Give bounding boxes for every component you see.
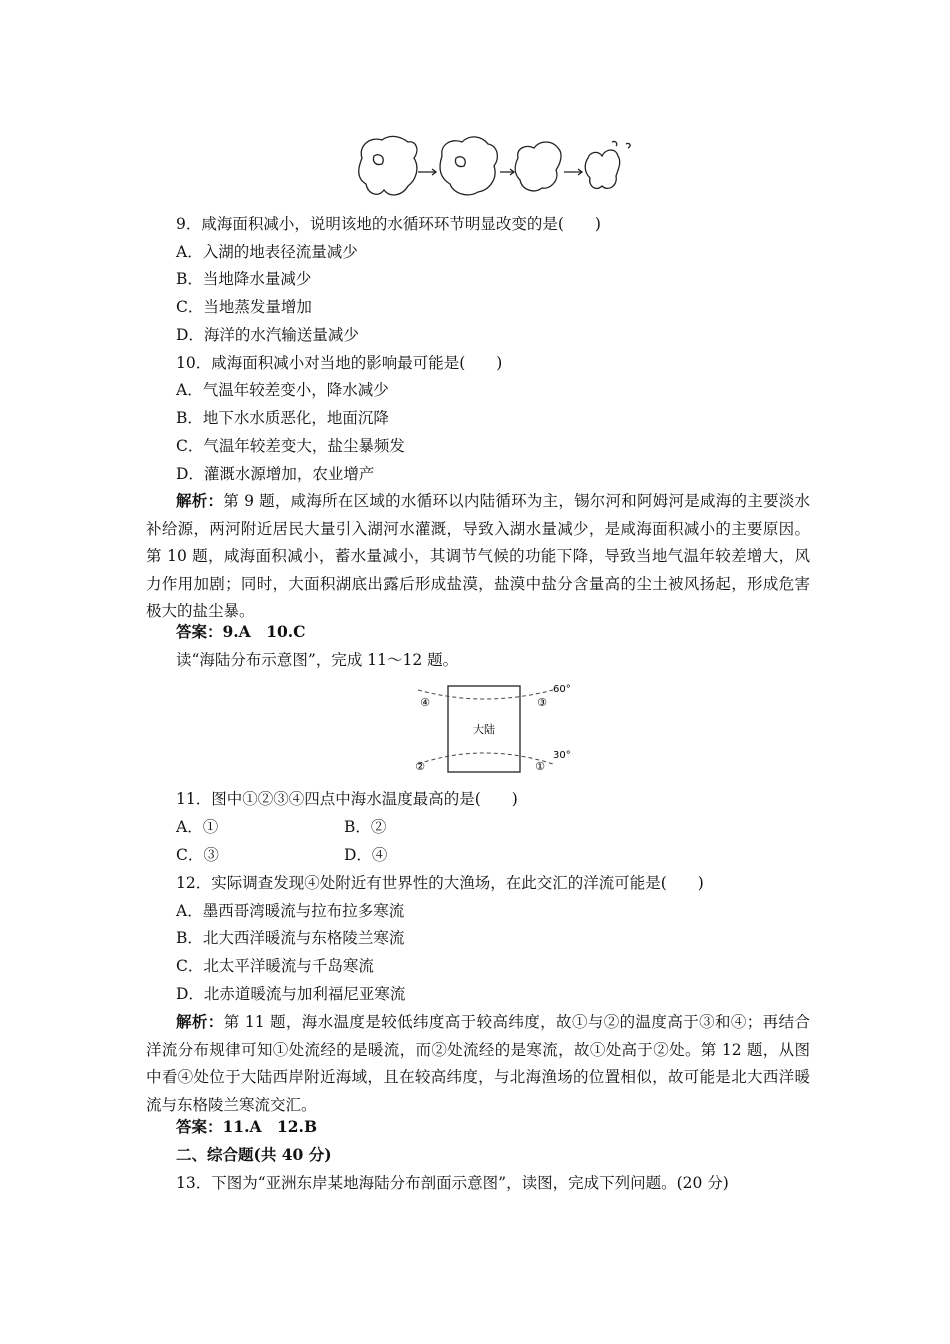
latitude-60-line <box>418 690 553 699</box>
lat-60-label: 60° <box>553 684 571 695</box>
analysis-text: 第 9 题，咸海所在区域的水循环以内陆循环为主，锡尔河和阿姆河是咸海的主要淡水补给源，两河附近居民大量引入湖河水灌溉，导致入湖水量减少，是咸海面积减小的主要原因。第 10 题，咸海面积减小，蓄水量减小，其调节气候的功能下降，导致当地气温年较差增大，风力作用加剧；同时，大面积湖底出露后形成盐漠，盐漠中盐分含量高的尘土被风扬起，形成危害极大的盐尘暴。 <box>146 492 810 620</box>
q9-option-d: D．海洋的水汽输送量减少 <box>176 326 359 344</box>
q10-option-d: D．灌溉水源增加，农业增产 <box>176 465 375 483</box>
aral-lake-stage-3 <box>515 142 561 191</box>
q10-option-a: A．气温年较差变小，降水减少 <box>176 381 389 399</box>
q9-option-c: C．当地蒸发量增加 <box>176 298 312 316</box>
analysis-text: 第 11 题，海水温度是较低纬度高于较高纬度，故①与②的温度高于③和④；再结合洋流分布规律可知①处流经的是暖流，而②处流经的是寒流，故①处高于②处。第 12 题，从图中看④处位于大陆西岸附近海域，且在较高纬度，与北海渔场的位置相似，故可能是北大西洋暖流与东格陵兰寒流交汇。 <box>146 1013 810 1114</box>
continent-label: 大陆 <box>473 723 495 736</box>
q13-stem: 13．下图为“亚洲东岸某地海陆分布剖面示意图”，读图，完成下列问题。(20 分) <box>176 1174 729 1192</box>
q11-option-a: A．① <box>176 818 219 836</box>
answer-11-12: 答案：11.A 12.B <box>176 1117 318 1136</box>
q12-option-a: A．墨西哥湾暖流与拉布拉多寒流 <box>176 902 405 920</box>
map-intro: 读“海陆分布示意图”，完成 11～12 题。 <box>176 651 459 669</box>
q11-stem: 11．图中①②③④四点中海水温度最高的是( ) <box>176 790 518 808</box>
point-1: ① <box>535 760 545 773</box>
point-3: ③ <box>537 696 547 709</box>
q9-option-b: B．当地降水量减少 <box>176 270 312 288</box>
analysis-9-10 <box>146 487 810 626</box>
point-4: ④ <box>420 696 430 709</box>
point-2: ② <box>415 760 425 773</box>
lat-30-label: 30° <box>553 750 571 761</box>
aral-lake-stage-4 <box>585 150 619 188</box>
sea-land-map <box>408 680 583 780</box>
q9-option-a: A．入湖的地表径流量减少 <box>176 243 358 261</box>
q12-option-d: D．北赤道暖流与加利福尼亚寒流 <box>176 985 406 1003</box>
answer-9-10: 答案：9.A 10.C <box>176 622 306 641</box>
analysis-label: 解析： <box>176 491 224 510</box>
q9-stem: 9．咸海面积减小，说明该地的水循环环节明显改变的是( ) <box>176 215 601 233</box>
latitude-30-line <box>418 753 553 764</box>
q10-stem: 10．咸海面积减小对当地的影响最可能是( ) <box>176 354 503 372</box>
section-2-heading: 二、综合题(共 40 分) <box>176 1145 332 1164</box>
q12-stem: 12．实际调查发现④处附近有世界性的大渔场，在此交汇的洋流可能是( ) <box>176 874 704 892</box>
q12-option-c: C．北太平洋暖流与千岛寒流 <box>176 957 374 975</box>
q10-option-c: C．气温年较差变大，盐尘暴频发 <box>176 437 405 455</box>
aral-lake-stage-1 <box>359 136 417 195</box>
aral-sea-figure <box>350 128 640 204</box>
q10-option-b: B．地下水水质恶化，地面沉降 <box>176 409 389 427</box>
q12-option-b: B．北大西洋暖流与东格陵兰寒流 <box>176 929 405 947</box>
q11-option-b: B．② <box>344 818 387 836</box>
analysis-label: 解析： <box>176 1012 224 1031</box>
analysis-11-12 <box>146 1008 810 1119</box>
q11-option-c: C．③ <box>176 846 219 864</box>
q11-option-d: D．④ <box>344 846 388 864</box>
aral-lake-stage-2 <box>440 137 497 195</box>
